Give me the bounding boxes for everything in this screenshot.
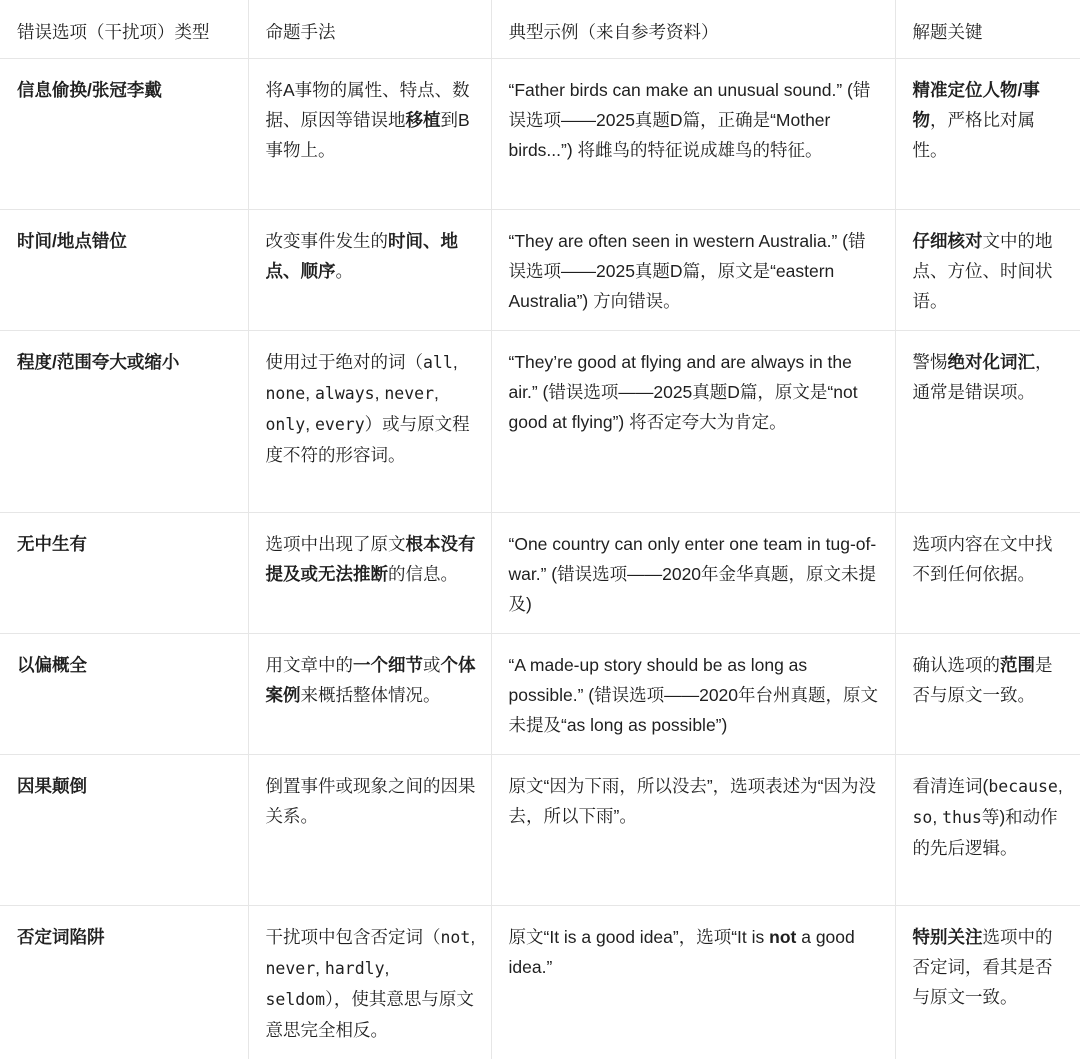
cell-key <box>895 210 1080 331</box>
code-word: never <box>266 959 316 978</box>
cell-type: 程度/范围夸大或缩小 <box>0 331 248 513</box>
table-row <box>0 634 1080 755</box>
text-run: 使用过于绝对的词（ <box>266 352 424 372</box>
text-run: 原文“It is a good idea”，选项“It is <box>509 927 770 947</box>
table-row <box>0 513 1080 634</box>
header-example: 典型示例（来自参考资料） <box>491 0 895 59</box>
text-run: 确认选项的 <box>913 655 1001 675</box>
text-run: 选项中的否定词，看其是否与原文一致。 <box>913 927 1053 1007</box>
emphasis-text: 精准定位人物/事物 <box>913 80 1040 130</box>
emphasis-text: 一个细节 <box>353 655 423 675</box>
code-word: all <box>423 353 453 372</box>
table-row <box>0 755 1080 906</box>
text-run: , <box>385 958 390 978</box>
text-run: , <box>470 927 475 947</box>
code-word: thus <box>942 808 982 827</box>
text-run: 等)和动作的先后逻辑。 <box>913 807 1058 858</box>
text-run: 用文章中的 <box>266 655 354 675</box>
table-header-row <box>0 0 1080 59</box>
header-key: 解题关键 <box>895 0 1080 59</box>
code-word: because <box>988 777 1058 796</box>
text-run: “Father birds can make an unusual sound.” (错误选项——2025真题D篇，正确是“Mother birds...”) 将雌鸟的特征说成雄鸟的特征。 <box>509 80 871 160</box>
emphasis-text: 个体案例 <box>266 655 476 705</box>
header-type: 错误选项（干扰项）类型 <box>0 0 248 59</box>
text-run: 文中的地点、方位、时间状语。 <box>913 231 1053 311</box>
text-run: 来概括整体情况。 <box>301 685 441 705</box>
cell-example <box>491 59 895 210</box>
text-run: , <box>305 383 315 403</box>
emphasis-text: 时间、地点、顺序 <box>266 231 459 281</box>
code-word: so <box>913 808 933 827</box>
cell-example <box>491 906 895 1059</box>
table-row <box>0 59 1080 210</box>
code-word: none <box>266 384 306 403</box>
text-run: 将A事物的属性、特点、数据、原因等错误地 <box>266 80 470 130</box>
text-run: , <box>453 352 458 372</box>
emphasis-text: not <box>769 927 796 947</box>
cell-example <box>491 331 895 513</box>
emphasis-text: 移植 <box>406 110 441 130</box>
cell-key <box>895 513 1080 634</box>
table-row <box>0 210 1080 331</box>
text-run: ，严格比对属性。 <box>913 110 1036 160</box>
text-run: ）或与原文程度不符的形容词。 <box>266 414 470 465</box>
cell-type: 时间/地点错位 <box>0 210 248 331</box>
text-run: 原文“因为下雨，所以没去”，选项表述为“因为没去，所以下雨”。 <box>509 776 876 826</box>
cell-type: 否定词陷阱 <box>0 906 248 1059</box>
text-run: , <box>434 383 439 403</box>
text-run: 警惕 <box>913 352 948 372</box>
text-run: 是否与原文一致。 <box>913 655 1053 705</box>
code-word: every <box>315 415 365 434</box>
text-run: “They are often seen in western Australia.” (错误选项——2025真题D篇，原文是“eastern Australia”) 方向错误。 <box>509 231 866 311</box>
cell-key <box>895 906 1080 1059</box>
cell-type: 信息偷换/张冠李戴 <box>0 59 248 210</box>
code-word: seldom <box>266 990 326 1009</box>
text-run: 看清连词( <box>913 776 989 796</box>
text-run: 。 <box>336 261 354 281</box>
cell-key <box>895 331 1080 513</box>
cell-example <box>491 513 895 634</box>
code-word: hardly <box>325 959 385 978</box>
cell-type: 以偏概全 <box>0 634 248 755</box>
cell-method <box>248 513 491 634</box>
text-run: , <box>315 958 325 978</box>
text-run: “A made-up story should be as long as possible.” (错误选项——2020年台州真题，原文未提及“as long as possible”) <box>509 655 879 735</box>
cell-method <box>248 210 491 331</box>
cell-example <box>491 210 895 331</box>
text-run: 到B事物上。 <box>266 110 470 160</box>
header-method: 命题手法 <box>248 0 491 59</box>
code-word: always <box>315 384 375 403</box>
text-run: , <box>375 383 385 403</box>
text-run: “One country can only enter one team in tug-of-war.” (错误选项——2020年金华真题，原文未提及) <box>509 534 877 614</box>
cell-type: 无中生有 <box>0 513 248 634</box>
text-run: , <box>305 414 315 434</box>
code-word: not <box>441 928 471 947</box>
text-run: 的信息。 <box>388 564 458 584</box>
text-run: 选项内容在文中找不到任何依据。 <box>913 534 1053 584</box>
code-word: never <box>384 384 434 403</box>
text-run: 倒置事件或现象之间的因果关系。 <box>266 776 476 826</box>
emphasis-text: 绝对化词汇 <box>948 352 1036 372</box>
text-run: 选项中出现了原文 <box>266 534 406 554</box>
cell-method <box>248 331 491 513</box>
code-word: only <box>266 415 306 434</box>
text-run: “They’re good at flying and are always in the air.” (错误选项——2025真题D篇，原文是“not good at flying”) 将否定夸大为肯定。 <box>509 352 858 432</box>
emphasis-text: 特别关注 <box>913 927 983 947</box>
cell-method <box>248 59 491 210</box>
cell-example <box>491 634 895 755</box>
text-run: 或 <box>423 655 441 675</box>
emphasis-text: 仔细核对 <box>913 231 983 251</box>
text-run: a good idea.” <box>509 927 855 977</box>
text-run: 干扰项中包含否定词（ <box>266 927 441 947</box>
text-run: , <box>932 807 942 827</box>
text-run: ，通常是错误项。 <box>913 352 1053 402</box>
table-row <box>0 906 1080 1059</box>
cell-type: 因果颠倒 <box>0 755 248 906</box>
cell-key <box>895 634 1080 755</box>
text-run: 改变事件发生的 <box>266 231 389 251</box>
emphasis-text: 范围 <box>1000 655 1035 675</box>
cell-method <box>248 755 491 906</box>
table-row <box>0 331 1080 513</box>
cell-method <box>248 906 491 1059</box>
emphasis-text: 根本没有提及或无法推断 <box>266 534 476 584</box>
text-run: ），使其意思与原文意思完全相反。 <box>266 989 474 1040</box>
cell-key <box>895 755 1080 906</box>
cell-example <box>491 755 895 906</box>
text-run: , <box>1058 776 1063 796</box>
cell-method <box>248 634 491 755</box>
cell-key <box>895 59 1080 210</box>
